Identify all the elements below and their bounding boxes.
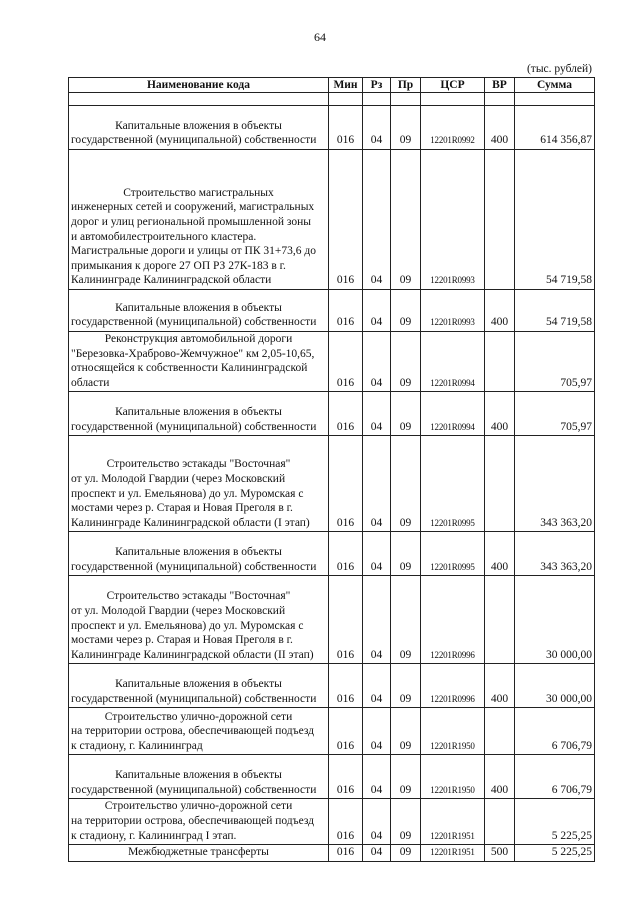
spacer-cell — [515, 93, 595, 106]
row-name-line: на территории острова, обеспечивающей подъезд — [71, 725, 315, 738]
row-csr: 12201R0993 — [421, 150, 485, 290]
row-vr — [485, 799, 515, 845]
row-name-line: дорог и улиц региональной промышленной зоны — [71, 216, 311, 229]
spacer-cell — [421, 93, 485, 106]
row-rz: 04 — [363, 106, 391, 150]
row-name-line: Калининграде Калининградской области (I этап) — [71, 516, 310, 529]
row-vr — [485, 332, 515, 392]
row-sum: 5 225,25 — [515, 799, 595, 845]
row-vr: 400 — [485, 392, 515, 436]
row-name-line: Магистральные дороги и улицы от ПК 31+73,6 до — [71, 245, 316, 258]
row-min: 016 — [329, 332, 363, 392]
row-name — [69, 150, 329, 290]
row-min: 016 — [329, 106, 363, 150]
row-csr: 12201R1951 — [421, 799, 485, 845]
row-sum: 614 356,87 — [515, 106, 595, 150]
row-name-line: Капитальные вложения в объекты — [115, 119, 282, 132]
table-row — [69, 392, 595, 436]
row-name-line: Калининграде Калининградской области — [71, 274, 272, 287]
col-header-csr: ЦСР — [421, 78, 485, 93]
col-header-vr: ВР — [485, 78, 515, 93]
row-csr: 12201R1950 — [421, 755, 485, 799]
row-name-line: от ул. Молодой Гвардии (через Московский — [71, 473, 286, 485]
row-name-line: от ул. Молодой Гвардии (через Московский — [71, 605, 286, 617]
row-min: 016 — [329, 755, 363, 799]
row-name-line: Реконструкция автомобильной дороги — [104, 333, 293, 345]
page-number: 64 — [314, 30, 326, 44]
row-name-line: "Березовка-Храброво-Жемчужное" км 2,05-10,65, — [71, 347, 315, 360]
row-name-line: относящейся к собственности Калининградской — [71, 362, 308, 375]
row-sum: 30 000,00 — [515, 576, 595, 664]
row-name-line: Калининграде Калининградской области (II этап) — [71, 648, 314, 661]
row-min: 016 — [329, 290, 363, 332]
row-name-line: государственной (муниципальной) собственности — [71, 560, 317, 573]
col-header-rz: Рз — [363, 78, 391, 93]
row-pr: 09 — [391, 392, 421, 436]
table-row — [69, 532, 595, 576]
row-name-line: Капитальные вложения в объекты — [115, 406, 282, 419]
table-body — [69, 93, 595, 862]
row-pr: 09 — [391, 332, 421, 392]
row-name-line: на территории острова, обеспечивающей подъезд — [71, 814, 315, 827]
row-csr: 12201R0995 — [421, 436, 485, 532]
row-sum: 705,97 — [515, 392, 595, 436]
row-vr — [485, 576, 515, 664]
table-row — [69, 799, 595, 845]
row-name-line: примыкания к дороге 27 ОП РЗ 27К-183 в г. — [71, 259, 286, 272]
row-rz: 04 — [363, 576, 391, 664]
row-csr: 12201R1950 — [421, 708, 485, 755]
row-name — [69, 755, 329, 799]
row-pr: 09 — [391, 708, 421, 755]
table-row — [69, 845, 595, 862]
row-pr: 09 — [391, 799, 421, 845]
row-sum: 6 706,79 — [515, 755, 595, 799]
row-vr: 400 — [485, 290, 515, 332]
row-name-line: мостами через р. Старая и Новая Преголя в г. — [71, 502, 293, 515]
table-row — [69, 576, 595, 664]
header-row — [69, 78, 595, 93]
row-vr: 400 — [485, 106, 515, 150]
row-vr: 500 — [485, 845, 515, 862]
row-rz: 04 — [363, 532, 391, 576]
spacer-cell — [391, 93, 421, 106]
units-label: (тыс. рублей) — [526, 63, 592, 75]
row-sum: 6 706,79 — [515, 708, 595, 755]
row-name-line: инженерных сетей и сооружений, магистральных — [71, 201, 315, 214]
table-row — [69, 150, 595, 290]
table-row — [69, 436, 595, 532]
row-pr: 09 — [391, 106, 421, 150]
row-pr: 09 — [391, 436, 421, 532]
spacer-cell — [363, 93, 391, 106]
spacer-cell — [329, 93, 363, 106]
row-name — [69, 532, 329, 576]
row-name-line: Строительство эстакады "Восточная" — [106, 590, 291, 603]
row-name-line: государственной (муниципальной) собственности — [71, 134, 317, 147]
table-row — [69, 106, 595, 150]
row-min: 016 — [329, 150, 363, 290]
row-rz: 04 — [363, 708, 391, 755]
budget-table — [68, 77, 595, 862]
row-name — [69, 106, 329, 150]
row-sum: 54 719,58 — [515, 290, 595, 332]
row-pr: 09 — [391, 576, 421, 664]
row-vr: 400 — [485, 664, 515, 708]
col-header-min: Мин — [329, 78, 363, 93]
row-name-line: мостами через р. Старая и Новая Преголя в г. — [71, 634, 293, 647]
row-min: 016 — [329, 576, 363, 664]
row-rz: 04 — [363, 150, 391, 290]
row-name-line: и автомобилестроительного кластера. — [71, 230, 257, 243]
row-sum: 343 363,20 — [515, 436, 595, 532]
row-vr: 400 — [485, 532, 515, 576]
spacer-row — [69, 93, 595, 106]
col-header-sum: Сумма — [515, 78, 595, 93]
row-min: 016 — [329, 532, 363, 576]
row-name — [69, 845, 329, 862]
row-pr: 09 — [391, 532, 421, 576]
row-name-line: государственной (муниципальной) собственности — [71, 692, 317, 705]
row-csr: 12201R0996 — [421, 664, 485, 708]
row-csr: 12201R0994 — [421, 392, 485, 436]
row-name — [69, 332, 329, 392]
row-rz: 04 — [363, 755, 391, 799]
row-min: 016 — [329, 436, 363, 532]
row-name-line: Строительство улично-дорожной сети — [104, 710, 293, 723]
row-pr: 09 — [391, 845, 421, 862]
row-pr: 09 — [391, 290, 421, 332]
row-min: 016 — [329, 664, 363, 708]
row-name — [69, 576, 329, 664]
row-name — [69, 799, 329, 845]
row-csr: 12201R0995 — [421, 532, 485, 576]
row-csr: 12201R0992 — [421, 106, 485, 150]
row-vr: 400 — [485, 755, 515, 799]
row-pr: 09 — [391, 150, 421, 290]
row-min: 016 — [329, 799, 363, 845]
col-header-pr: Пр — [391, 78, 421, 93]
col-header-name: Наименование кода — [69, 78, 329, 93]
spacer-cell — [69, 93, 329, 106]
row-name-line: государственной (муниципальной) собственности — [71, 783, 317, 796]
row-name-line: государственной (муниципальной) собственности — [71, 420, 317, 433]
row-rz: 04 — [363, 799, 391, 845]
table-row — [69, 755, 595, 799]
row-name-line: Капитальные вложения в объекты — [115, 546, 282, 559]
row-vr — [485, 436, 515, 532]
row-sum: 30 000,00 — [515, 664, 595, 708]
row-name-line: проспект и ул. Емельянова) до ул. Муромская с — [71, 619, 304, 632]
row-name — [69, 436, 329, 532]
row-name-line: Капитальные вложения в объекты — [115, 769, 282, 782]
row-rz: 04 — [363, 436, 391, 532]
row-rz: 04 — [363, 664, 391, 708]
row-sum: 54 719,58 — [515, 150, 595, 290]
row-rz: 04 — [363, 290, 391, 332]
table-row — [69, 708, 595, 755]
row-vr — [485, 708, 515, 755]
row-rz: 04 — [363, 332, 391, 392]
row-name-line: проспект и ул. Емельянова) до ул. Муромская с — [71, 487, 304, 500]
row-name — [69, 290, 329, 332]
row-name — [69, 664, 329, 708]
row-name-line: к стадиону, г. Калининград I этап. — [71, 829, 237, 842]
row-sum: 5 225,25 — [515, 845, 595, 862]
table-row — [69, 664, 595, 708]
row-name-line: Межбюджетные трансферты — [128, 846, 269, 859]
row-sum: 705,97 — [515, 332, 595, 392]
row-pr: 09 — [391, 664, 421, 708]
row-name — [69, 392, 329, 436]
row-name-line: государственной (муниципальной) собственности — [71, 316, 317, 329]
row-name-line: Строительство улично-дорожной сети — [104, 800, 293, 813]
row-min: 016 — [329, 392, 363, 436]
row-name-line: Строительство эстакады "Восточная" — [106, 458, 291, 471]
table-row — [69, 290, 595, 332]
row-csr: 12201R0994 — [421, 332, 485, 392]
row-name — [69, 708, 329, 755]
row-sum: 343 363,20 — [515, 532, 595, 576]
row-rz: 04 — [363, 392, 391, 436]
row-name-line: к стадиону, г. Калининград — [71, 739, 203, 752]
row-rz: 04 — [363, 845, 391, 862]
row-name-line: Строительство магистральных — [123, 186, 274, 199]
table-row — [69, 332, 595, 392]
row-name-line: области — [71, 376, 110, 389]
row-name-line: Капитальные вложения в объекты — [115, 678, 282, 691]
row-min: 016 — [329, 708, 363, 755]
spacer-cell — [485, 93, 515, 106]
row-csr: 12201R1951 — [421, 845, 485, 862]
row-name-line: Капитальные вложения в объекты — [115, 301, 282, 314]
row-csr: 12201R0993 — [421, 290, 485, 332]
row-pr: 09 — [391, 755, 421, 799]
row-min: 016 — [329, 845, 363, 862]
row-vr — [485, 150, 515, 290]
row-csr: 12201R0996 — [421, 576, 485, 664]
